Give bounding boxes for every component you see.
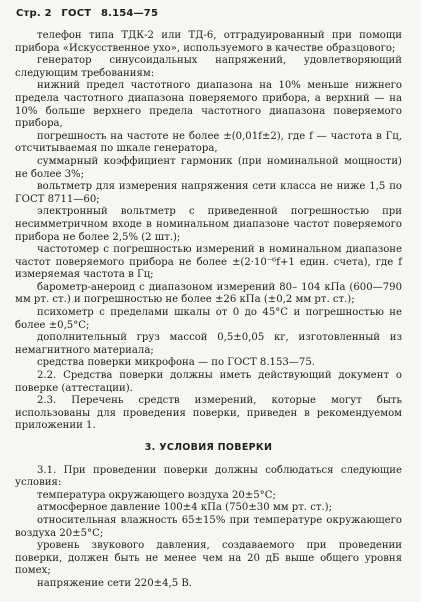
paragraph-3-1: 3.1. При проведении поверки должны соблюдаться следующие условия: (15, 464, 402, 489)
paragraph-barometer: барометр-анероид с диапазоном измерений 80– 104 кПа (600—790 мм рт. ст.) и погрешностью не более ±26 кПа (±0,2 мм рт. ст.); (15, 281, 402, 306)
standard-code: 8.154—75 (100, 8, 159, 19)
paragraph-pressure: атмосферное давление 100±4 кПа (750±30 мм рт. ст.); (37, 502, 333, 514)
paragraph-temperature: температура окружающего воздуха 20±5°С; (37, 489, 276, 501)
paragraph-2-2: 2.2. Средства поверки должны иметь действующий документ о поверке (аттестации). (15, 370, 402, 394)
section-title: 3. УСЛОВИЯ ПОВЕРКИ (144, 442, 273, 453)
paragraph-voltmeter: вольтметр для измерения напряжения сети класса не ниже 1,5 по ГОСТ 8711—60; (15, 181, 402, 205)
page-body (15, 30, 402, 591)
paragraph-harmonics: суммарный коэффициент гармоник (при номинальной мощности) не более 3%; (15, 155, 402, 180)
page-number: Стр. 2 (16, 8, 52, 19)
paragraph-sound-level: уровень звукового давления, создаваемого при проведении поверки, должен быть не менее чем на 20 дБ выше общего уровня помех; (15, 540, 402, 577)
paragraph-frequency-meter: частотомер с погрешностью измерений в номинальном диапазоне частот поверяемого прибора не более ±(2·10⁻⁶f+1 един. счета), где f измеряемая частота в Гц; (15, 244, 402, 281)
paragraph-telephone: телефон типа ТДК-2 или ТД-6, отградуированный при помощи прибора «Искусственное ухо», используемого в качестве образцового; (15, 30, 402, 54)
paragraph-weight: дополнительный груз массой 0,5±0,05 кг, изготовленный из немагнитного материала; (15, 332, 402, 356)
paragraph-humidity: относительная влажность 65±15% при температуре окружающего воздуха 20±5°С; (15, 514, 402, 539)
page-header (16, 8, 158, 19)
standard-label: ГОСТ (61, 8, 92, 19)
paragraph-2-3: 2.3. Перечень средств измерений, которые могут быть использованы для проведения поверки, приведен в рекомендуемом приложении 1. (15, 395, 402, 432)
paragraph-electronic-voltmeter: электронный вольтметр с приведенной погрешностью при несимметричном входе в номинальном диапазоне частот поверяемого прибора не более 2,5% (2 шт.); (15, 206, 402, 243)
paragraph-generator: генератор синусоидальных напряжений, удовлетворяющий следующим требованиям: (15, 55, 402, 79)
paragraph-mains-voltage: напряжение сети 220±4,5 В. (37, 577, 192, 589)
paragraph-psychrometer: психометр с пределами шкалы от 0 до 45°С и погрешностью не более ±0,5°С; (15, 307, 402, 331)
paragraph-frequency-range: нижний предел частотного диапазона на 10% меньше нижнего предела частотного диапазона поверяемого прибора, а верхний — на 10% больше верхнего предела частотного диапазона поверяемого прибора, (15, 80, 402, 130)
paragraph-frequency-error: погрешность на частоте не более ±(0,01f±2), где f — частота в Гц, отсчитываемая по шкале генератора, (15, 130, 402, 155)
paragraph-microphone: средства поверки микрофона — по ГОСТ 8.153—75. (37, 357, 315, 369)
